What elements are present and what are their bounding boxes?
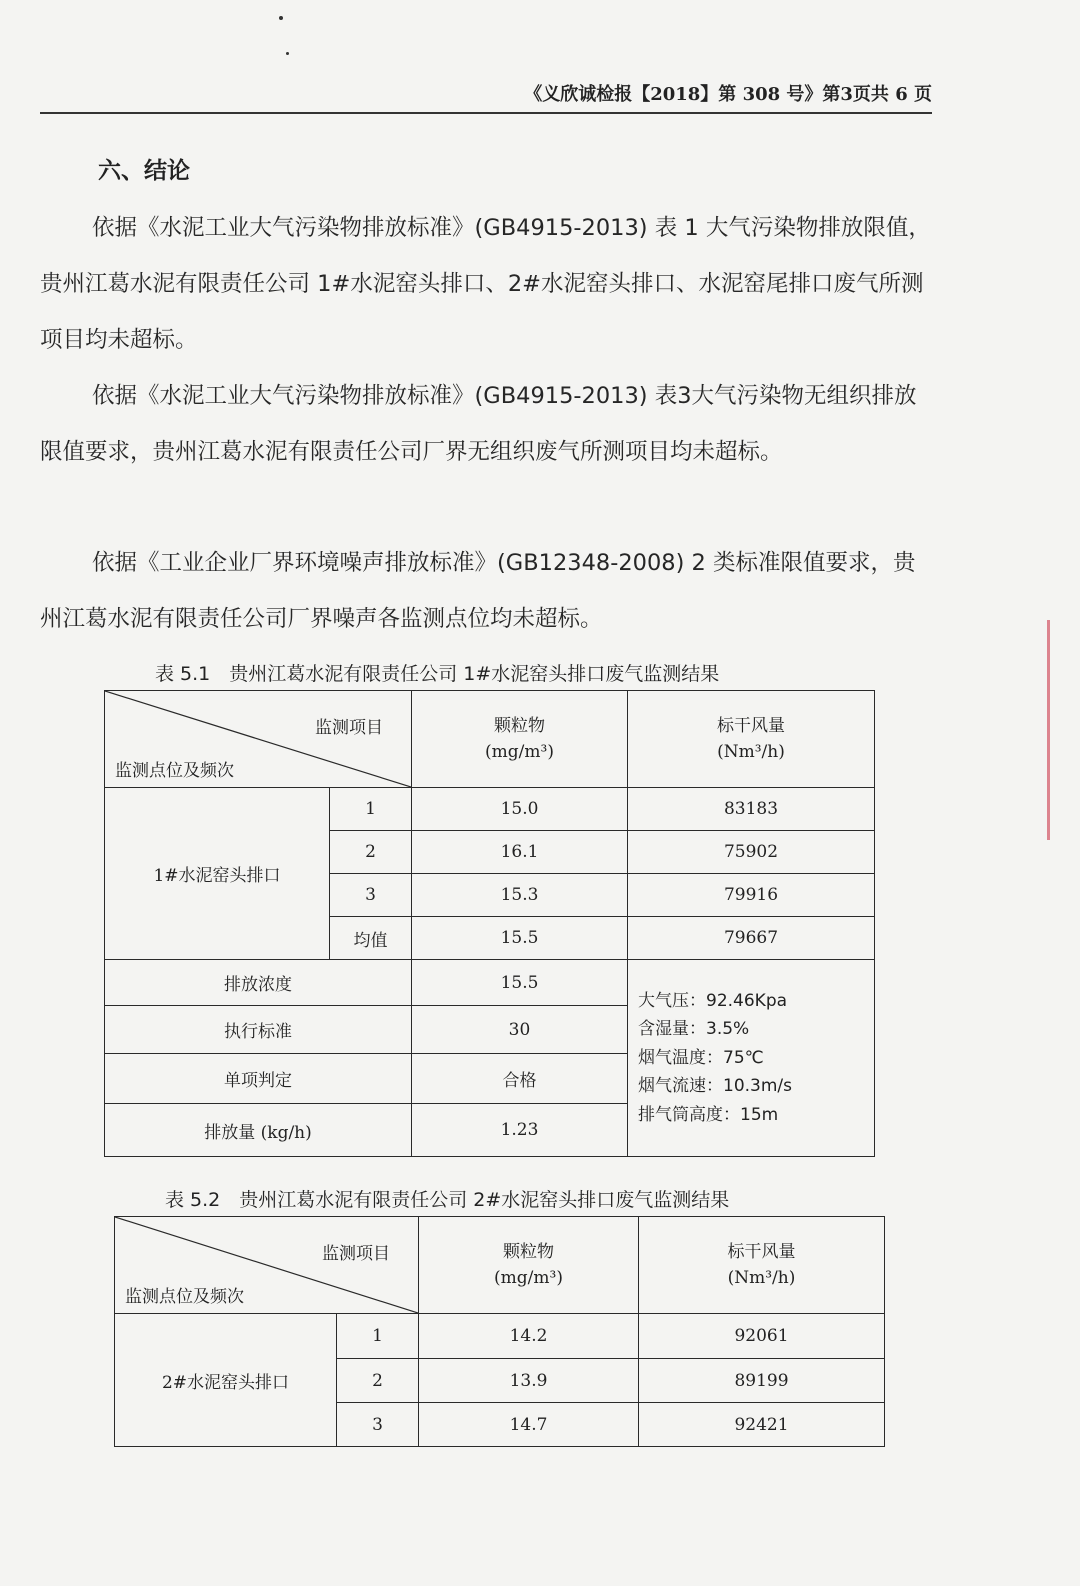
summary-label: 排放浓度	[105, 960, 412, 1006]
summary-value: 30	[412, 1006, 628, 1054]
column-header-pm: 颗粒物 (mg/m³)	[419, 1217, 639, 1314]
pm-cell: 15.5	[412, 917, 628, 960]
freq-cell: 2	[337, 1359, 419, 1403]
summary-label: 排放量 (kg/h)	[105, 1104, 412, 1157]
freq-cell: 2	[330, 831, 412, 874]
pm-cell: 16.1	[412, 831, 628, 874]
flow-cell: 92061	[639, 1314, 885, 1359]
freq-cell: 3	[330, 874, 412, 917]
flow-cell: 89199	[639, 1359, 885, 1403]
pm-cell: 14.2	[419, 1314, 639, 1359]
site-cell: 1#水泥窑头排口	[105, 788, 330, 960]
table2	[114, 1216, 885, 1447]
table2-corner-cell	[115, 1217, 419, 1314]
summary-label: 执行标准	[105, 1006, 412, 1054]
flow-cell: 83183	[628, 788, 875, 831]
scan-speck	[279, 16, 283, 20]
corner-bottom-label: 监测点位及频次	[115, 761, 234, 781]
pm-cell: 14.7	[419, 1403, 639, 1447]
summary-label: 单项判定	[105, 1054, 412, 1104]
summary-row	[105, 960, 875, 1006]
note-humidity: 含湿量：3.5%	[638, 1019, 750, 1040]
conclusion-paragraph-1: 依据《水泥工业大气污染物排放标准》(GB4915-2013) 表 1 大气污染物排放限值，贵州江葛水泥有限责任公司 1#水泥窑头排口、2#水泥窑头排口、水泥窑尾排口废气所测项目均未超标。	[40, 215, 931, 353]
freq-cell: 1	[337, 1314, 419, 1359]
conclusion-paragraph-3: 依据《工业企业厂界环境噪声排放标准》(GB12348-2008) 2 类标准限值要求，贵州江葛水泥有限责任公司厂界噪声各监测点位均未超标。	[40, 550, 916, 632]
table1-caption: 表 5.1 贵州江葛水泥有限责任公司 1#水泥窑头排口废气监测结果	[155, 663, 720, 685]
pm-cell: 15.3	[412, 874, 628, 917]
corner-bottom-label: 监测点位及频次	[125, 1287, 244, 1307]
summary-value: 合格	[412, 1054, 628, 1104]
note-pressure: 大气压：92.46Kpa	[638, 990, 788, 1011]
table2-caption: 表 5.2 贵州江葛水泥有限责任公司 2#水泥窑头排口废气监测结果	[165, 1189, 730, 1211]
table1	[104, 690, 875, 1157]
pm-cell: 15.0	[412, 788, 628, 831]
report-header: 《义欣诚检报【2018】第 308 号》第3页共 6 页	[40, 80, 932, 114]
column-header-flow: 标干风量 (Nm³/h)	[639, 1217, 885, 1314]
column-header-flow: 标干风量 (Nm³/h)	[628, 691, 875, 788]
conditions-notes	[628, 960, 875, 1157]
flow-cell: 92421	[639, 1403, 885, 1447]
site-cell: 2#水泥窑头排口	[115, 1314, 337, 1447]
pm-cell: 13.9	[419, 1359, 639, 1403]
column-header-pm: 颗粒物 (mg/m³)	[412, 691, 628, 788]
freq-cell: 均值	[330, 917, 412, 960]
table-row	[115, 1314, 885, 1359]
note-temperature: 烟气温度：75℃	[638, 1047, 764, 1068]
note-velocity: 烟气流速：10.3m/s	[638, 1076, 792, 1097]
corner-top-label: 监测项目	[315, 718, 383, 738]
summary-value: 1.23	[412, 1104, 628, 1157]
conclusion-paragraph-2: 依据《水泥工业大气污染物排放标准》(GB4915-2013) 表3大气污染物无组织排放限值要求，贵州江葛水泥有限责任公司厂界无组织废气所测项目均未超标。	[40, 383, 917, 465]
flow-cell: 79916	[628, 874, 875, 917]
stamp-edge	[1047, 620, 1080, 840]
section-title: 六、结论	[98, 158, 190, 184]
flow-cell: 79667	[628, 917, 875, 960]
table1-corner-cell	[105, 691, 412, 788]
summary-value: 15.5	[412, 960, 628, 1006]
flow-cell: 75902	[628, 831, 875, 874]
corner-top-label: 监测项目	[322, 1244, 390, 1264]
note-stack-height: 排气筒高度：15m	[638, 1104, 779, 1125]
scan-speck	[286, 52, 289, 55]
freq-cell: 1	[330, 788, 412, 831]
freq-cell: 3	[337, 1403, 419, 1447]
table-row	[105, 788, 875, 831]
